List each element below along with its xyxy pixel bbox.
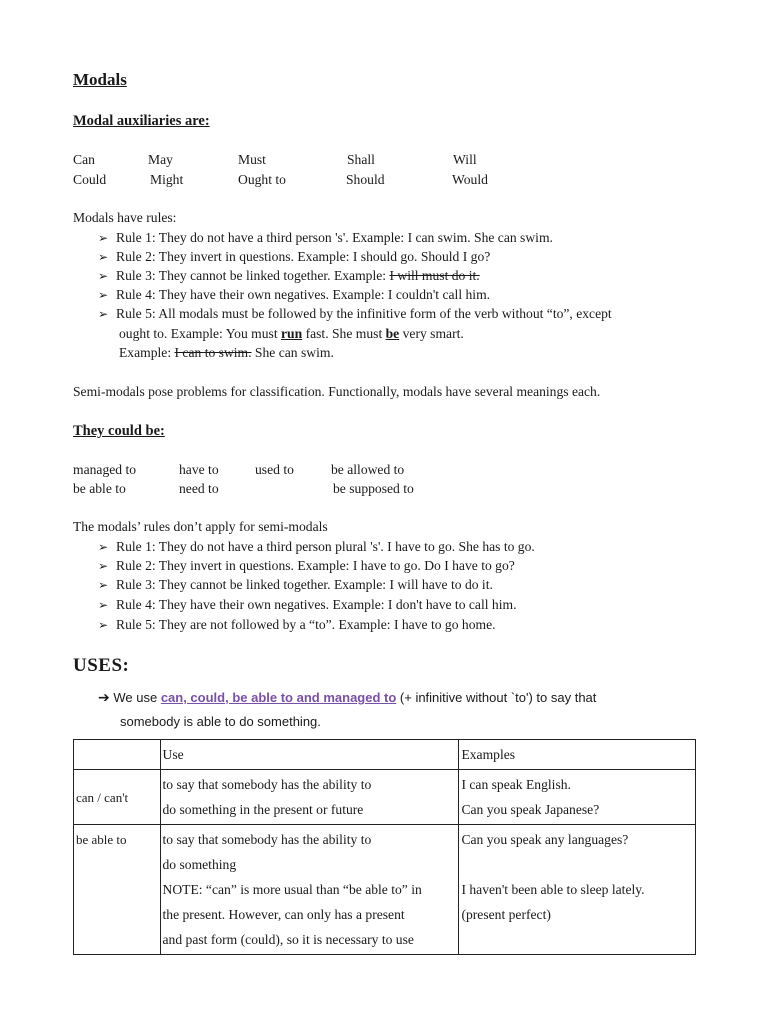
modal-word: Would xyxy=(452,172,488,187)
uses-line-continuation: somebody is able to do something. xyxy=(120,714,321,729)
rule-item: ➢ Rule 4: They have their own negatives. Example: I don't have to call him. xyxy=(98,597,517,612)
uses-heading: USES: xyxy=(73,655,130,676)
semi-rules-intro: The modals’ rules don’t apply for semi-modals xyxy=(73,519,328,534)
arrowhead-bullet-icon: ➢ xyxy=(98,559,109,573)
semi-modal-word: used to xyxy=(255,462,294,477)
rule-item: ➢ Rule 4: They have their own negatives. Example: I couldn't call him. xyxy=(98,287,491,302)
semi-modal-word: be able to xyxy=(73,481,126,496)
page-title: Modals xyxy=(73,70,127,89)
rule-item: ➢ Rule 5: All modals must be followed by the infinitive form of the verb without “to”, except xyxy=(98,306,612,321)
modal-word: Will xyxy=(453,152,477,167)
modal-word: Could xyxy=(73,172,107,187)
table-cell-examples: I can speak English. Can you speak Japanese? xyxy=(459,770,696,825)
arrowhead-bullet-icon: ➢ xyxy=(98,307,109,321)
table-header-cell xyxy=(74,740,161,770)
table-cell-term: be able to xyxy=(74,825,161,955)
rule-item: ➢ Rule 3: They cannot be linked together. Example: I will must do it. xyxy=(98,268,480,283)
table-row xyxy=(74,770,696,825)
right-arrow-bullet-icon: ➔ xyxy=(98,690,110,706)
arrowhead-bullet-icon: ➢ xyxy=(98,250,109,264)
modal-word: Shall xyxy=(347,152,375,167)
arrowhead-bullet-icon: ➢ xyxy=(98,578,109,592)
semi-modal-word: have to xyxy=(179,462,219,477)
uses-table xyxy=(73,739,696,955)
arrowhead-bullet-icon: ➢ xyxy=(98,598,109,612)
semi-modals-paragraph: Semi-modals pose problems for classification. Functionally, modals have several meanings each. xyxy=(73,384,601,399)
modal-auxiliaries-heading: Modal auxiliaries are: xyxy=(73,113,210,129)
table-header-cell: Examples xyxy=(459,740,696,770)
semi-modal-word: be supposed to xyxy=(333,481,414,496)
modal-word: Ought to xyxy=(238,172,286,187)
arrowhead-bullet-icon: ➢ xyxy=(98,288,109,302)
modal-word: Can xyxy=(73,152,95,167)
rule-item: ➢ Rule 2: They invert in questions. Example: I should go. Should I go? xyxy=(98,249,491,264)
arrowhead-bullet-icon: ➢ xyxy=(98,231,109,245)
rule-item: ➢ Rule 1: They do not have a third person plural 's'. I have to go. She has to go. xyxy=(98,539,535,554)
rule-item: ➢ Rule 5: They are not followed by a “to”. Example: I have to go home. xyxy=(98,617,496,632)
table-cell-examples: Can you speak any languages? I haven't been able to sleep lately. (present perfect) xyxy=(459,825,696,955)
modal-word: May xyxy=(148,152,173,167)
semi-modal-word: need to xyxy=(179,481,219,496)
rule-item: ➢ Rule 2: They invert in questions. Example: I have to go. Do I have to go? xyxy=(98,558,515,573)
highlighted-modals: can, could, be able to and managed to xyxy=(160,690,397,705)
modal-word: Might xyxy=(150,172,184,187)
uses-line: ➔ We use can, could, be able to and managed to (+ infinitive without `to') to say that xyxy=(98,690,597,706)
arrowhead-bullet-icon: ➢ xyxy=(98,269,109,283)
modal-word: Must xyxy=(238,152,266,167)
rule-item: ➢ Rule 3: They cannot be linked together. Example: I will have to do it. xyxy=(98,577,493,592)
rule-continuation: ought to. Example: You must run fast. She must be very smart. xyxy=(119,326,464,341)
arrowhead-bullet-icon: ➢ xyxy=(98,618,109,632)
rule-continuation: Example: I can to swim. She can swim. xyxy=(119,345,334,360)
table-row xyxy=(74,825,696,955)
rules-intro: Modals have rules: xyxy=(73,210,177,225)
table-header-cell: Use xyxy=(160,740,459,770)
semi-modal-word: be allowed to xyxy=(331,462,405,477)
table-cell-use: to say that somebody has the ability to do something in the present or future xyxy=(160,770,459,825)
modal-word: Should xyxy=(346,172,385,187)
table-cell-use: to say that somebody has the ability to do something NOTE: “can” is more usual than “be able to” in the present. However, can only has a present and past form (could), so it is necessary to use xyxy=(160,825,459,955)
arrowhead-bullet-icon: ➢ xyxy=(98,540,109,554)
semi-modal-word: managed to xyxy=(73,462,137,477)
table-cell-term: can / can't xyxy=(74,770,161,825)
could-be-heading: They could be: xyxy=(73,423,165,439)
table-header-row xyxy=(74,740,696,770)
rule-item: ➢ Rule 1: They do not have a third person 's'. Example: I can swim. She can swim. xyxy=(98,230,553,245)
